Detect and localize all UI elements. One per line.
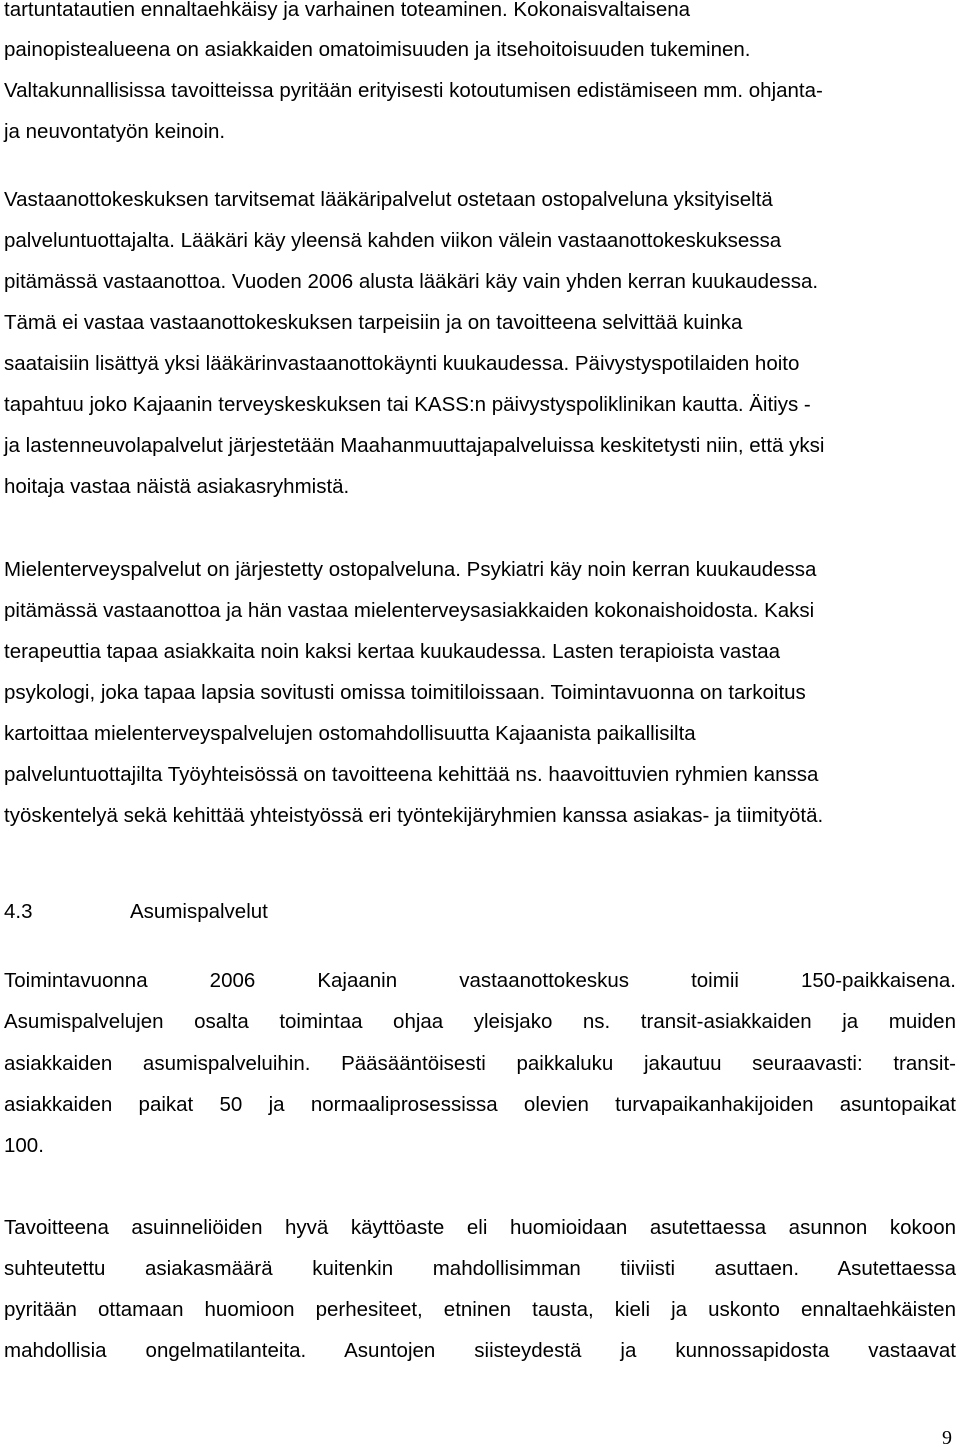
paragraph-2-line-5: saataisiin lisättyä yksi lääkärinvastaanottokäynti kuukaudessa. Päivystyspotilaiden hoito xyxy=(4,352,800,375)
paragraph-2-line-6: tapahtuu joko Kajaanin terveyskeskuksen tai KASS:n päivystyspoliklinikan kautta. Äitiys - xyxy=(4,393,811,416)
section-paragraph-2-line-1: Tavoitteena asuinneliöiden hyvä käyttöaste eli huomioidaan asutettaessa asunnon kokoon xyxy=(4,1216,956,1239)
paragraph-3-line-6: palveluntuottajilta Työyhteisössä on tavoitteena kehittää ns. haavoittuvien ryhmien kanssa xyxy=(4,763,819,786)
paragraph-1-line-2: painopistealueena on asiakkaiden omatoimisuuden ja itsehoitoisuuden tukeminen. xyxy=(4,38,751,61)
paragraph-3-line-7: työskentelyä sekä kehittää yhteistyössä eri työntekijäryhmien kanssa asiakas- ja tiimityötä. xyxy=(4,804,824,827)
paragraph-2-line-2: palveluntuottajalta. Lääkäri käy yleensä kahden viikon välein vastaanottokeskuksessa xyxy=(4,229,782,252)
section-paragraph-2-line-2: suhteutettu asiakasmäärä kuitenkin mahdollisimman tiiviisti asuttaen. Asutettaessa xyxy=(4,1257,956,1280)
paragraph-3-line-1: Mielenterveyspalvelut on järjestetty ostopalveluna. Psykiatri käy noin kerran kuukaudessa xyxy=(4,558,817,581)
paragraph-1-line-3: Valtakunnallisissa tavoitteissa pyritään erityisesti kotoutumisen edistämiseen mm. ohjanta- xyxy=(4,79,823,102)
paragraph-2-line-8: hoitaja vastaa näistä asiakasryhmistä. xyxy=(4,475,350,498)
paragraph-2-line-1: Vastaanottokeskuksen tarvitsemat lääkäripalvelut ostetaan ostopalveluna yksityiseltä xyxy=(4,188,773,211)
section-number: 4.3 xyxy=(4,900,33,923)
paragraph-3-line-5: kartoittaa mielenterveyspalvelujen ostomahdollisuutta Kajaanista paikallisilta xyxy=(4,722,696,745)
section-paragraph-1-line-2: Asumispalvelujen osalta toimintaa ohjaa yleisjako ns. transit-asiakkaiden ja muiden xyxy=(4,1010,956,1033)
section-paragraph-2-line-3: pyritään ottamaan huomioon perhesiteet, etninen tausta, kieli ja uskonto ennaltaehkäisten xyxy=(4,1298,956,1321)
paragraph-3-line-4: psykologi, joka tapaa lapsia sovitusti omissa toimitiloissaan. Toimintavuonna on tarkoitus xyxy=(4,681,806,704)
section-paragraph-1-line-3: asiakkaiden asumispalveluihin. Pääsääntöisesti paikkaluku jakautuu seuraavasti: transit- xyxy=(4,1052,956,1075)
paragraph-1-line-4: ja neuvontatyön keinoin. xyxy=(4,120,226,143)
section-paragraph-1-line-1: Toimintavuonna 2006 Kajaanin vastaanottokeskus toimii 150-paikkaisena. xyxy=(4,969,956,992)
section-paragraph-1-line-4: asiakkaiden paikat 50 ja normaaliprosessissa olevien turvapaikanhakijoiden asuntopaikat xyxy=(4,1093,956,1116)
paragraph-2-line-4: Tämä ei vastaa vastaanottokeskuksen tarpeisiin ja on tavoitteena selvittää kuinka xyxy=(4,311,743,334)
paragraph-2-line-3: pitämässä vastaanottoa. Vuoden 2006 alusta lääkäri käy vain yhden kerran kuukaudessa. xyxy=(4,270,819,293)
section-paragraph-2-line-4: mahdollisia ongelmatilanteita. Asuntojen siisteydestä ja kunnossapidosta vastaavat xyxy=(4,1339,956,1362)
section-title: Asumispalvelut xyxy=(130,900,268,923)
page-number: 9 xyxy=(942,1427,952,1449)
paragraph-3-line-2: pitämässä vastaanottoa ja hän vastaa mielenterveysasiakkaiden kokonaishoidosta. Kaksi xyxy=(4,599,815,622)
paragraph-2-line-7: ja lastenneuvolapalvelut järjestetään Maahanmuuttajapalveluissa keskitetysti niin, että yksi xyxy=(4,434,825,457)
paragraph-1-line-1: tartuntatautien ennaltaehkäisy ja varhainen toteaminen. Kokonaisvaltaisena xyxy=(4,0,691,21)
paragraph-3-line-3: terapeuttia tapaa asiakkaita noin kaksi kertaa kuukaudessa. Lasten terapioista vastaa xyxy=(4,640,781,663)
section-paragraph-1-line-5: 100. xyxy=(4,1134,44,1157)
